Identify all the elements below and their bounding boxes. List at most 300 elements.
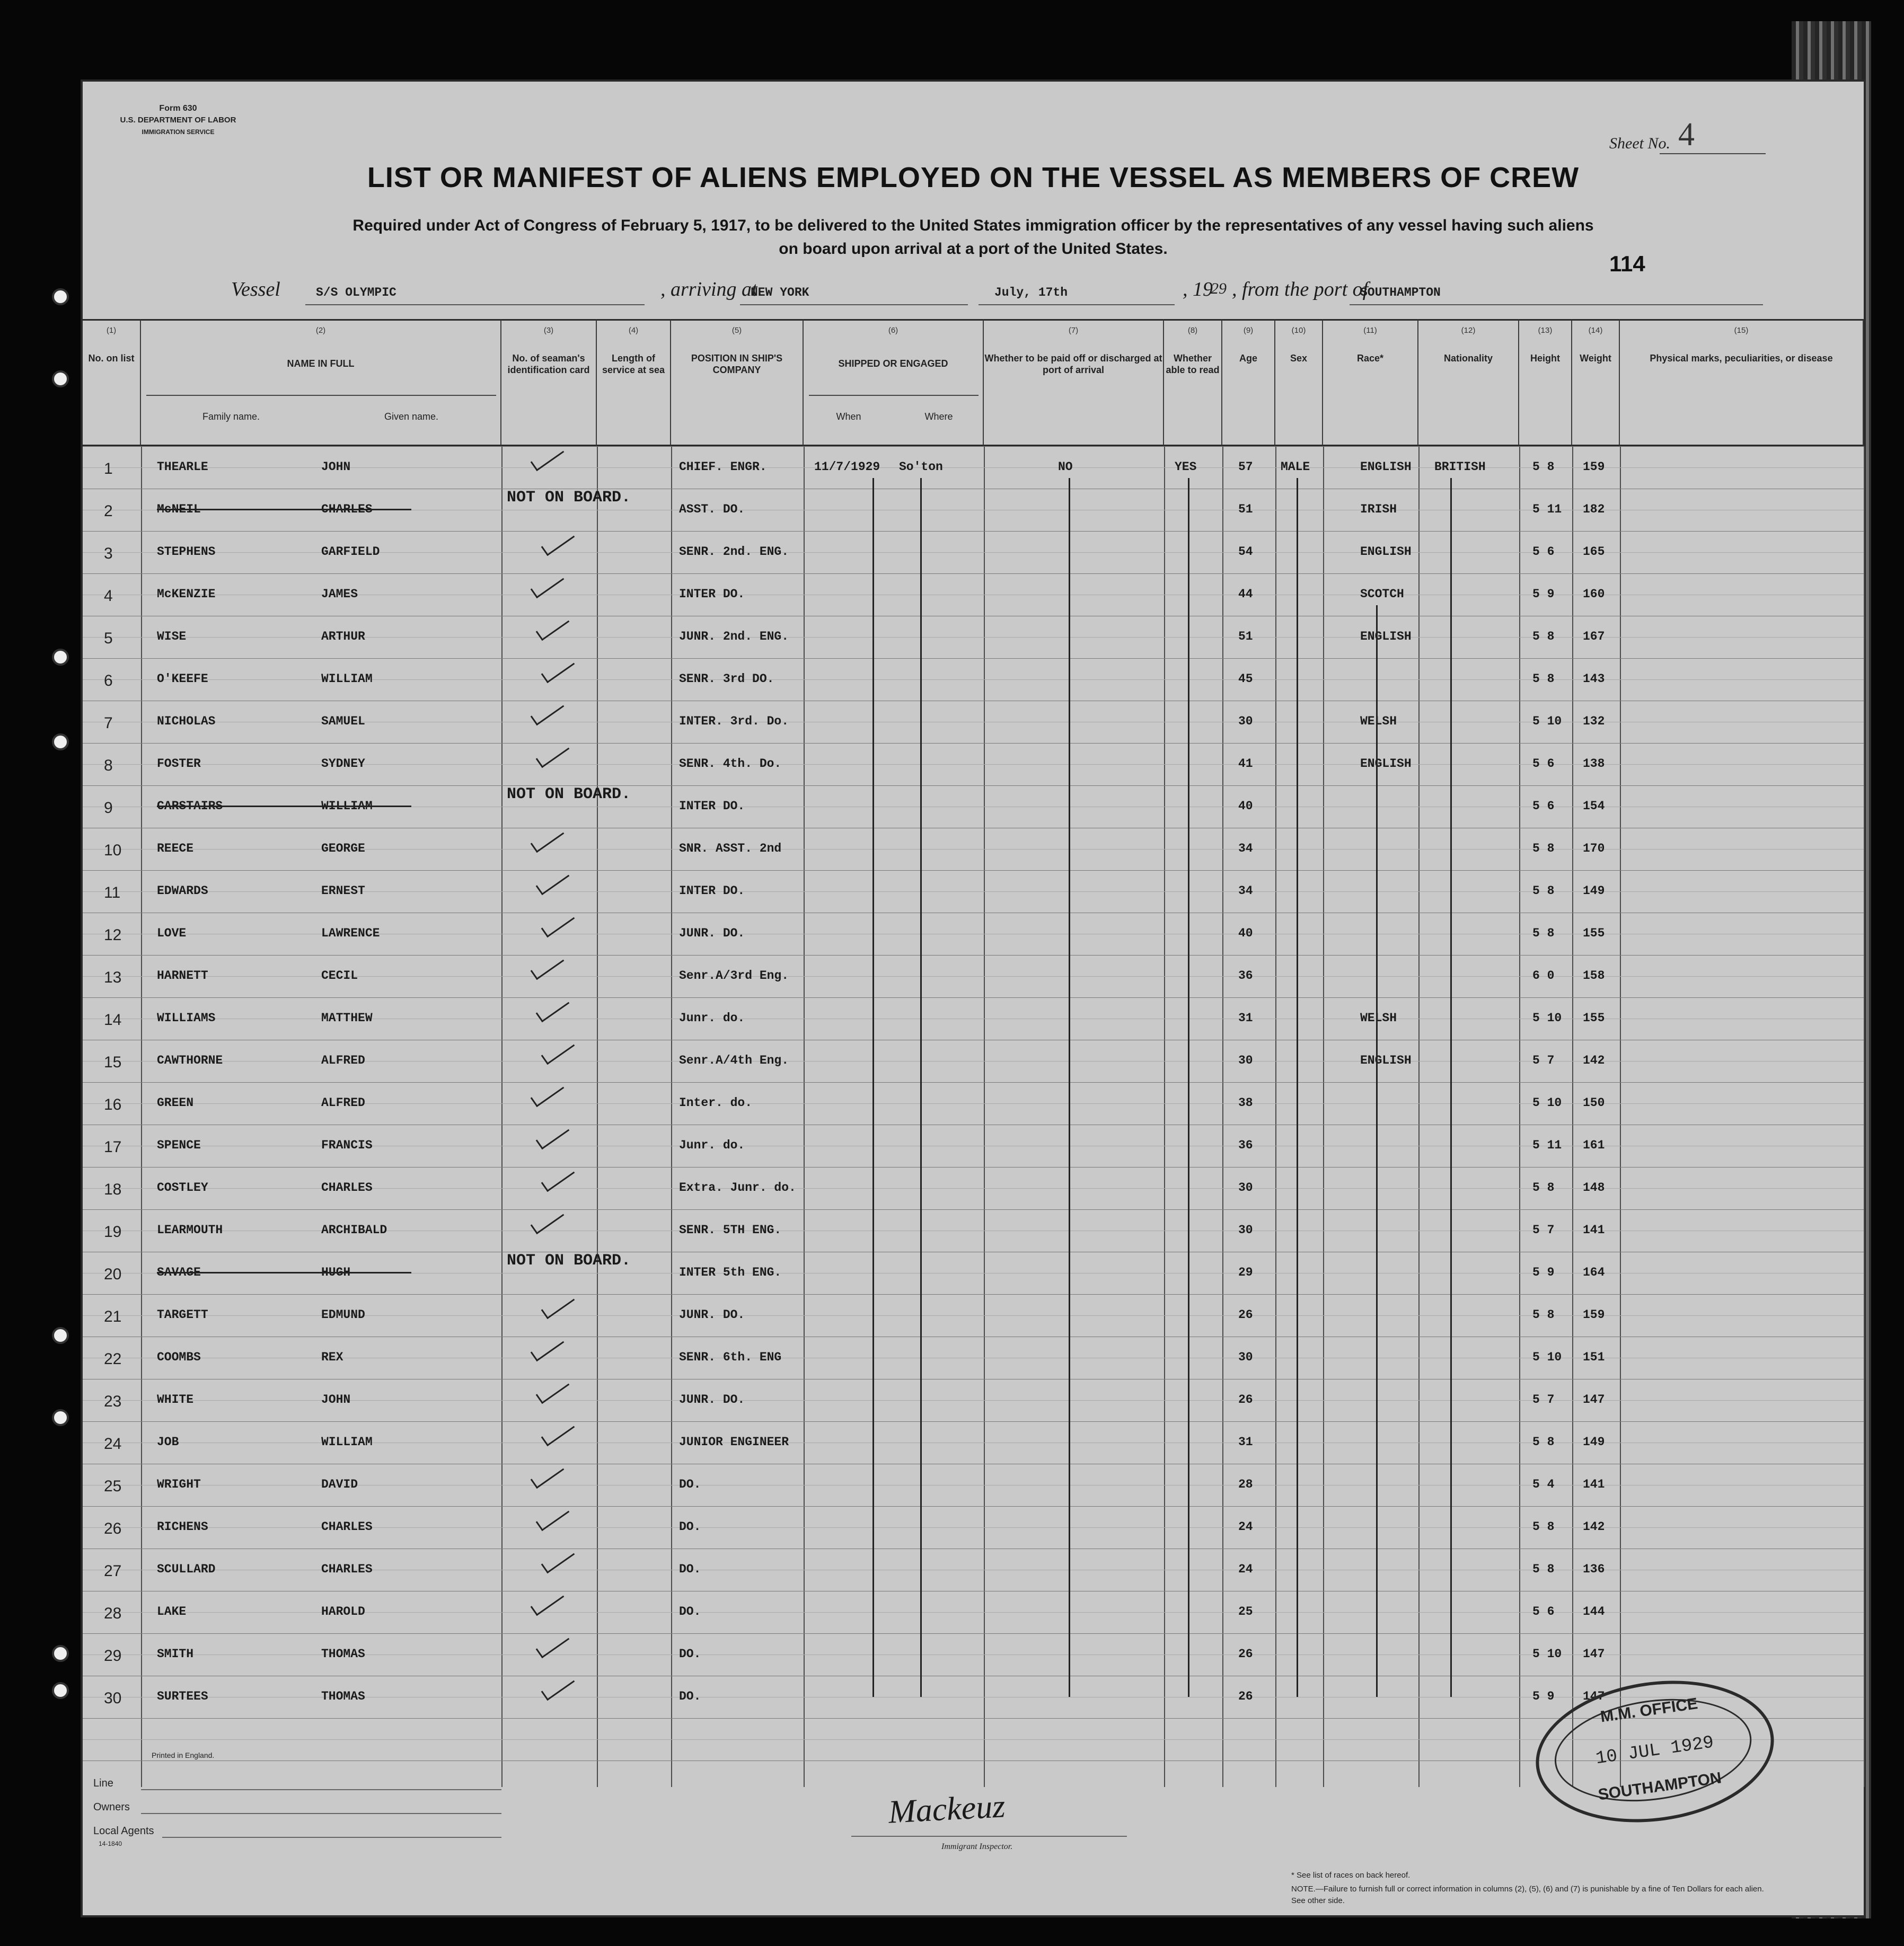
column-number: (10) xyxy=(1291,326,1306,335)
weight: 164 xyxy=(1583,1266,1605,1279)
weight: 151 xyxy=(1583,1350,1605,1364)
binder-hole xyxy=(52,370,69,387)
row-number: 10 xyxy=(104,842,122,859)
column-number: (3) xyxy=(543,326,554,335)
height: 5 9 xyxy=(1532,1266,1555,1279)
ditto-line xyxy=(1297,478,1298,1697)
age: 31 xyxy=(1238,1011,1253,1025)
column-header xyxy=(1572,319,1620,446)
position: INTER DO. xyxy=(679,587,745,601)
column-sublabel: Family name. xyxy=(202,411,260,422)
age: 30 xyxy=(1238,714,1253,728)
height: 5 8 xyxy=(1532,884,1555,898)
shipped-when: 11/7/1929 xyxy=(814,460,880,474)
column-rule xyxy=(1572,446,1621,1787)
weight: 141 xyxy=(1583,1223,1605,1237)
position: INTER. 3rd. Do. xyxy=(679,714,789,728)
column-label: No. of seaman's identification card xyxy=(507,353,590,375)
family-name: WISE xyxy=(157,630,187,643)
height: 5 8 xyxy=(1532,460,1555,474)
height: 5 7 xyxy=(1532,1393,1555,1407)
position: SENR. 2nd. ENG. xyxy=(679,545,789,559)
height: 5 8 xyxy=(1532,1308,1555,1322)
weight: 143 xyxy=(1583,672,1605,686)
age: 30 xyxy=(1238,1350,1253,1364)
weight: 154 xyxy=(1583,799,1605,813)
family-name: WILLIAMS xyxy=(157,1011,216,1025)
row-number: 9 xyxy=(104,799,113,817)
printed-note: Printed in England. xyxy=(152,1751,215,1759)
column-rule xyxy=(1620,446,1865,1787)
ditto-line xyxy=(1450,478,1452,1697)
height: 5 8 xyxy=(1532,1435,1555,1449)
column-number: (2) xyxy=(315,326,326,335)
inspector-underline xyxy=(851,1836,1127,1837)
given-name: WILLIAM xyxy=(321,1435,373,1449)
age: 31 xyxy=(1238,1435,1253,1449)
column-label: Race* xyxy=(1356,353,1384,364)
row-number: 8 xyxy=(104,757,113,774)
stamp-top-text: M.M. OFFICE xyxy=(1599,1695,1699,1726)
race: WELSH xyxy=(1360,714,1397,728)
position: INTER 5th ENG. xyxy=(679,1266,782,1279)
year-prefix: , 19 xyxy=(1183,278,1213,300)
given-name: EDMUND xyxy=(321,1308,365,1322)
ditto-line xyxy=(1376,605,1378,1697)
nationality: BRITISH xyxy=(1434,460,1486,474)
sheet-label: Sheet No. xyxy=(1609,135,1670,152)
position: Extra. Junr. do. xyxy=(679,1181,796,1195)
stamp-bottom-text: SOUTHAMPTON xyxy=(1597,1769,1723,1804)
family-name: McKENZIE xyxy=(157,587,216,601)
given-name: CHARLES xyxy=(321,1520,373,1534)
year-suffix: 29 xyxy=(1211,280,1227,297)
position: SENR. 3rd DO. xyxy=(679,672,774,686)
form-number: Form 630 xyxy=(159,104,197,113)
column-rule xyxy=(141,446,503,1787)
column-header xyxy=(501,319,597,446)
family-name: COSTLEY xyxy=(157,1181,208,1195)
column-number: (5) xyxy=(731,326,742,335)
age: 51 xyxy=(1238,502,1253,516)
age: 30 xyxy=(1238,1223,1253,1237)
position: DO. xyxy=(679,1478,701,1491)
column-number: (6) xyxy=(888,326,898,335)
given-name: MATTHEW xyxy=(321,1011,373,1025)
height: 5 11 xyxy=(1532,1138,1562,1152)
sheet-underline xyxy=(1660,153,1766,154)
column-number: (14) xyxy=(1588,326,1603,335)
agents-code: 14-1840 xyxy=(99,1840,122,1847)
given-name: GEORGE xyxy=(321,842,365,855)
family-name: TARGETT xyxy=(157,1308,208,1322)
department: U.S. DEPARTMENT OF LABOR xyxy=(120,116,236,125)
height: 5 10 xyxy=(1532,1350,1562,1364)
not-on-board-note: NOT ON BOARD. xyxy=(507,489,631,507)
family-name: NICHOLAS xyxy=(157,714,216,728)
position: Senr.A/4th Eng. xyxy=(679,1054,789,1067)
age: 26 xyxy=(1238,1690,1253,1703)
family-name: SMITH xyxy=(157,1647,194,1661)
height: 5 8 xyxy=(1532,672,1555,686)
family-name: STEPHENS xyxy=(157,545,216,559)
given-name: CHARLES xyxy=(321,1562,373,1576)
given-name: JAMES xyxy=(321,587,358,601)
row-number: 13 xyxy=(104,969,122,986)
row-number: 23 xyxy=(104,1393,122,1410)
given-name: CECIL xyxy=(321,969,358,983)
binder-hole xyxy=(52,1409,69,1426)
age: 36 xyxy=(1238,1138,1253,1152)
given-name: ARTHUR xyxy=(321,630,365,643)
race: WELSH xyxy=(1360,1011,1397,1025)
vessel-underline xyxy=(305,304,645,305)
position: Junr. do. xyxy=(679,1138,745,1152)
weight: 155 xyxy=(1583,926,1605,940)
weight: 160 xyxy=(1583,587,1605,601)
column-header xyxy=(83,319,141,446)
row-number: 16 xyxy=(104,1096,122,1113)
column-label: No. on list xyxy=(88,353,135,364)
weight: 161 xyxy=(1583,1138,1605,1152)
height: 5 8 xyxy=(1532,1562,1555,1576)
height: 5 7 xyxy=(1532,1223,1555,1237)
weight: 170 xyxy=(1583,842,1605,855)
row-number: 14 xyxy=(104,1011,122,1029)
column-label: Sex xyxy=(1290,353,1308,364)
position: SNR. ASST. 2nd xyxy=(679,842,782,855)
column-sublabel: Where xyxy=(924,411,953,422)
ditto-line xyxy=(1188,478,1189,1697)
given-name: ERNEST xyxy=(321,884,365,898)
row-number: 24 xyxy=(104,1435,122,1453)
vessel-label: Vessel xyxy=(231,278,280,300)
given-name: CHARLES xyxy=(321,502,373,516)
position: SENR. 6th. ENG xyxy=(679,1350,782,1364)
paid-off: NO xyxy=(1058,460,1073,474)
given-name: JOHN xyxy=(321,460,351,474)
column-rule xyxy=(1418,446,1520,1787)
height: 5 8 xyxy=(1532,926,1555,940)
weight: 147 xyxy=(1583,1690,1605,1703)
weight: 159 xyxy=(1583,460,1605,474)
family-name: WHITE xyxy=(157,1393,194,1407)
weight: 150 xyxy=(1583,1096,1605,1110)
column-rule xyxy=(1222,446,1276,1787)
height: 5 8 xyxy=(1532,1520,1555,1534)
from-port: SOUTHAMPTON xyxy=(1360,286,1441,299)
age: 40 xyxy=(1238,799,1253,813)
family-name: FOSTER xyxy=(157,757,201,771)
family-name: O'KEEFE xyxy=(157,672,208,686)
subheader-divider xyxy=(809,395,979,396)
row-number: 19 xyxy=(104,1223,122,1241)
row-number: 20 xyxy=(104,1266,122,1283)
given-name: JOHN xyxy=(321,1393,351,1407)
column-label: Weight xyxy=(1580,353,1611,364)
service: IMMIGRATION SERVICE xyxy=(142,128,215,136)
age: 40 xyxy=(1238,926,1253,940)
position: ASST. DO. xyxy=(679,502,745,516)
family-name: HARNETT xyxy=(157,969,208,983)
column-rule xyxy=(984,446,1165,1787)
column-rule xyxy=(1323,446,1420,1787)
height: 6 0 xyxy=(1532,969,1555,983)
subheader-divider xyxy=(146,395,496,396)
age: 30 xyxy=(1238,1054,1253,1067)
ruled-line xyxy=(83,531,1864,532)
position: Inter. do. xyxy=(679,1096,753,1110)
height: 5 6 xyxy=(1532,1605,1555,1618)
given-name: ARCHIBALD xyxy=(321,1223,387,1237)
row-number: 5 xyxy=(104,630,113,647)
position: INTER DO. xyxy=(679,884,745,898)
row-number: 1 xyxy=(104,460,113,477)
strikethrough-line xyxy=(157,509,411,510)
page-subtitle xyxy=(242,214,1705,261)
family-name: LAKE xyxy=(157,1605,187,1618)
given-name: THOMAS xyxy=(321,1647,365,1661)
position: DO. xyxy=(679,1690,701,1703)
family-name: SCULLARD xyxy=(157,1562,216,1576)
column-label: NAME IN FULL xyxy=(287,358,355,369)
ditto-line xyxy=(1069,478,1070,1697)
height: 5 8 xyxy=(1532,1181,1555,1195)
vessel-name: S/S OLYMPIC xyxy=(316,286,396,299)
weight: 167 xyxy=(1583,630,1605,643)
column-header xyxy=(1519,319,1572,446)
position: DO. xyxy=(679,1520,701,1534)
weight: 182 xyxy=(1583,502,1605,516)
race: ENGLISH xyxy=(1360,1054,1412,1067)
row-number: 30 xyxy=(104,1690,122,1707)
race: ENGLISH xyxy=(1360,545,1412,559)
row-number: 28 xyxy=(104,1605,122,1622)
age: 25 xyxy=(1238,1605,1253,1618)
column-number: (8) xyxy=(1187,326,1198,335)
binder-hole xyxy=(52,1682,69,1699)
given-name: REX xyxy=(321,1350,343,1364)
column-number: (15) xyxy=(1734,326,1749,335)
from-underline xyxy=(1350,304,1763,305)
column-header xyxy=(804,319,984,446)
weight: 144 xyxy=(1583,1605,1605,1618)
ruled-line xyxy=(83,743,1864,744)
column-header xyxy=(1222,319,1275,446)
strikethrough-line xyxy=(157,1272,411,1273)
ruled-line xyxy=(83,1082,1864,1083)
height: 5 8 xyxy=(1532,630,1555,643)
column-label: Whether to be paid off or discharged at port of arrival xyxy=(984,353,1162,375)
position: JUNIOR ENGINEER xyxy=(679,1435,789,1449)
age: 24 xyxy=(1238,1520,1253,1534)
not-on-board-note: NOT ON BOARD. xyxy=(507,1252,631,1270)
column-header xyxy=(141,319,501,446)
height: 5 6 xyxy=(1532,757,1555,771)
weight: 149 xyxy=(1583,884,1605,898)
column-sublabel: Given name. xyxy=(384,411,439,422)
column-header xyxy=(597,319,671,446)
column-rule xyxy=(501,446,598,1787)
column-number: (9) xyxy=(1243,326,1254,335)
race-note: * See list of races on back hereof. xyxy=(1291,1871,1411,1880)
row-number: 3 xyxy=(104,545,113,562)
column-header xyxy=(1620,319,1864,446)
weight: 147 xyxy=(1583,1393,1605,1407)
column-header xyxy=(1323,319,1418,446)
position: INTER DO. xyxy=(679,799,745,813)
agents-label: Local Agents xyxy=(93,1825,154,1837)
row-number: 15 xyxy=(104,1054,122,1071)
binder-hole xyxy=(52,733,69,750)
given-name: WILLIAM xyxy=(321,672,373,686)
row-number: 2 xyxy=(104,502,113,520)
row-number: 12 xyxy=(104,926,122,944)
subtitle-line-2: on board upon arrival at a port of the United States. xyxy=(779,240,1168,258)
race: ENGLISH xyxy=(1360,630,1412,643)
weight: 141 xyxy=(1583,1478,1605,1491)
weight: 165 xyxy=(1583,545,1605,559)
ruled-line xyxy=(83,446,1864,447)
inspector-signature: Mackeuz xyxy=(887,1788,1006,1830)
height: 5 10 xyxy=(1532,1647,1562,1661)
family-name: CAWTHORNE xyxy=(157,1054,223,1067)
column-rule xyxy=(1164,446,1223,1787)
given-name: HAROLD xyxy=(321,1605,365,1618)
row-number: 11 xyxy=(104,884,121,901)
row-number: 7 xyxy=(104,714,113,732)
column-label: Age xyxy=(1239,353,1257,364)
race: ENGLISH xyxy=(1360,757,1412,771)
ruled-line xyxy=(83,573,1864,574)
age: 26 xyxy=(1238,1308,1253,1322)
row-number: 25 xyxy=(104,1478,122,1495)
age: 57 xyxy=(1238,460,1253,474)
weight: 142 xyxy=(1583,1520,1605,1534)
weight: 136 xyxy=(1583,1562,1605,1576)
column-label: POSITION IN SHIP'S COMPANY xyxy=(691,353,783,375)
family-name: McNEIL xyxy=(157,502,201,516)
given-name: DAVID xyxy=(321,1478,358,1491)
family-name: GREEN xyxy=(157,1096,194,1110)
given-name: THOMAS xyxy=(321,1690,365,1703)
column-rule xyxy=(804,446,985,1787)
given-name: HUGH xyxy=(321,1266,351,1279)
ruled-line xyxy=(83,1421,1864,1422)
date-underline xyxy=(979,304,1175,305)
ruled-line xyxy=(83,1294,1864,1295)
weight: 159 xyxy=(1583,1308,1605,1322)
column-rule xyxy=(1275,446,1324,1787)
sheet-number: 4 xyxy=(1678,117,1695,153)
family-name: COOMBS xyxy=(157,1350,201,1364)
weight: 147 xyxy=(1583,1647,1605,1661)
strikethrough-line xyxy=(157,806,411,807)
weight: 142 xyxy=(1583,1054,1605,1067)
row-number: 26 xyxy=(104,1520,122,1537)
family-name: THEARLE xyxy=(157,460,208,474)
column-header xyxy=(984,319,1164,446)
column-rule xyxy=(597,446,672,1787)
arriving-port: NEW YORK xyxy=(751,286,809,299)
able-to-read: YES xyxy=(1175,460,1197,474)
column-label: Height xyxy=(1530,353,1560,364)
ruled-line xyxy=(83,870,1864,871)
column-sublabel: When xyxy=(836,411,861,422)
shipped-where: So'ton xyxy=(899,460,943,474)
page-title: LIST OR MANIFEST OF ALIENS EMPLOYED ON THE VESSEL AS MEMBERS OF CREW xyxy=(367,162,1580,193)
binder-hole xyxy=(52,1645,69,1662)
row-number: 4 xyxy=(104,587,113,605)
age: 45 xyxy=(1238,672,1253,686)
family-name: SAVAGE xyxy=(157,1266,201,1279)
height: 5 10 xyxy=(1532,1096,1562,1110)
column-number: (4) xyxy=(628,326,639,335)
given-name: SAMUEL xyxy=(321,714,365,728)
row-number: 18 xyxy=(104,1181,122,1198)
race: ENGLISH xyxy=(1360,460,1412,474)
inspector-label: Immigrant Inspector. xyxy=(941,1842,1013,1851)
age: 28 xyxy=(1238,1478,1253,1491)
weight: 148 xyxy=(1583,1181,1605,1195)
family-name: SURTEES xyxy=(157,1690,208,1703)
family-name: RICHENS xyxy=(157,1520,208,1534)
family-name: JOB xyxy=(157,1435,179,1449)
column-number: (13) xyxy=(1538,326,1553,335)
age: 24 xyxy=(1238,1562,1253,1576)
family-name: SPENCE xyxy=(157,1138,201,1152)
age: 38 xyxy=(1238,1096,1253,1110)
age: 36 xyxy=(1238,969,1253,983)
binder-hole xyxy=(52,288,69,305)
age: 41 xyxy=(1238,757,1253,771)
family-name: EDWARDS xyxy=(157,884,208,898)
owners-underline xyxy=(141,1813,501,1814)
given-name: GARFIELD xyxy=(321,545,380,559)
height: 5 10 xyxy=(1532,714,1562,728)
given-name: SYDNEY xyxy=(321,757,365,771)
column-header xyxy=(1164,319,1222,446)
ruled-line xyxy=(83,658,1864,659)
age: 34 xyxy=(1238,884,1253,898)
row-number: 29 xyxy=(104,1647,122,1665)
row-number: 27 xyxy=(104,1562,122,1580)
ruled-line xyxy=(83,785,1864,786)
document-number: 114 xyxy=(1609,251,1645,276)
height: 5 9 xyxy=(1532,1690,1555,1703)
ruled-line xyxy=(83,955,1864,956)
given-name: FRANCIS xyxy=(321,1138,373,1152)
height: 5 6 xyxy=(1532,799,1555,813)
column-rule xyxy=(1519,446,1573,1787)
form-header xyxy=(104,103,252,138)
column-header xyxy=(1418,319,1519,446)
manifest-sheet xyxy=(81,79,1866,1917)
column-label: Length of service at sea xyxy=(602,353,665,375)
ditto-line xyxy=(872,478,874,1697)
age: 51 xyxy=(1238,630,1253,643)
height: 5 7 xyxy=(1532,1054,1555,1067)
position: Junr. do. xyxy=(679,1011,745,1025)
column-label: Whether able to read xyxy=(1166,353,1220,375)
column-label: Nationality xyxy=(1443,353,1493,364)
height: 5 4 xyxy=(1532,1478,1555,1491)
age: 54 xyxy=(1238,545,1253,559)
ditto-line xyxy=(920,478,922,1697)
position: DO. xyxy=(679,1605,701,1618)
row-number: 17 xyxy=(104,1138,122,1156)
family-name: LEARMOUTH xyxy=(157,1223,223,1237)
